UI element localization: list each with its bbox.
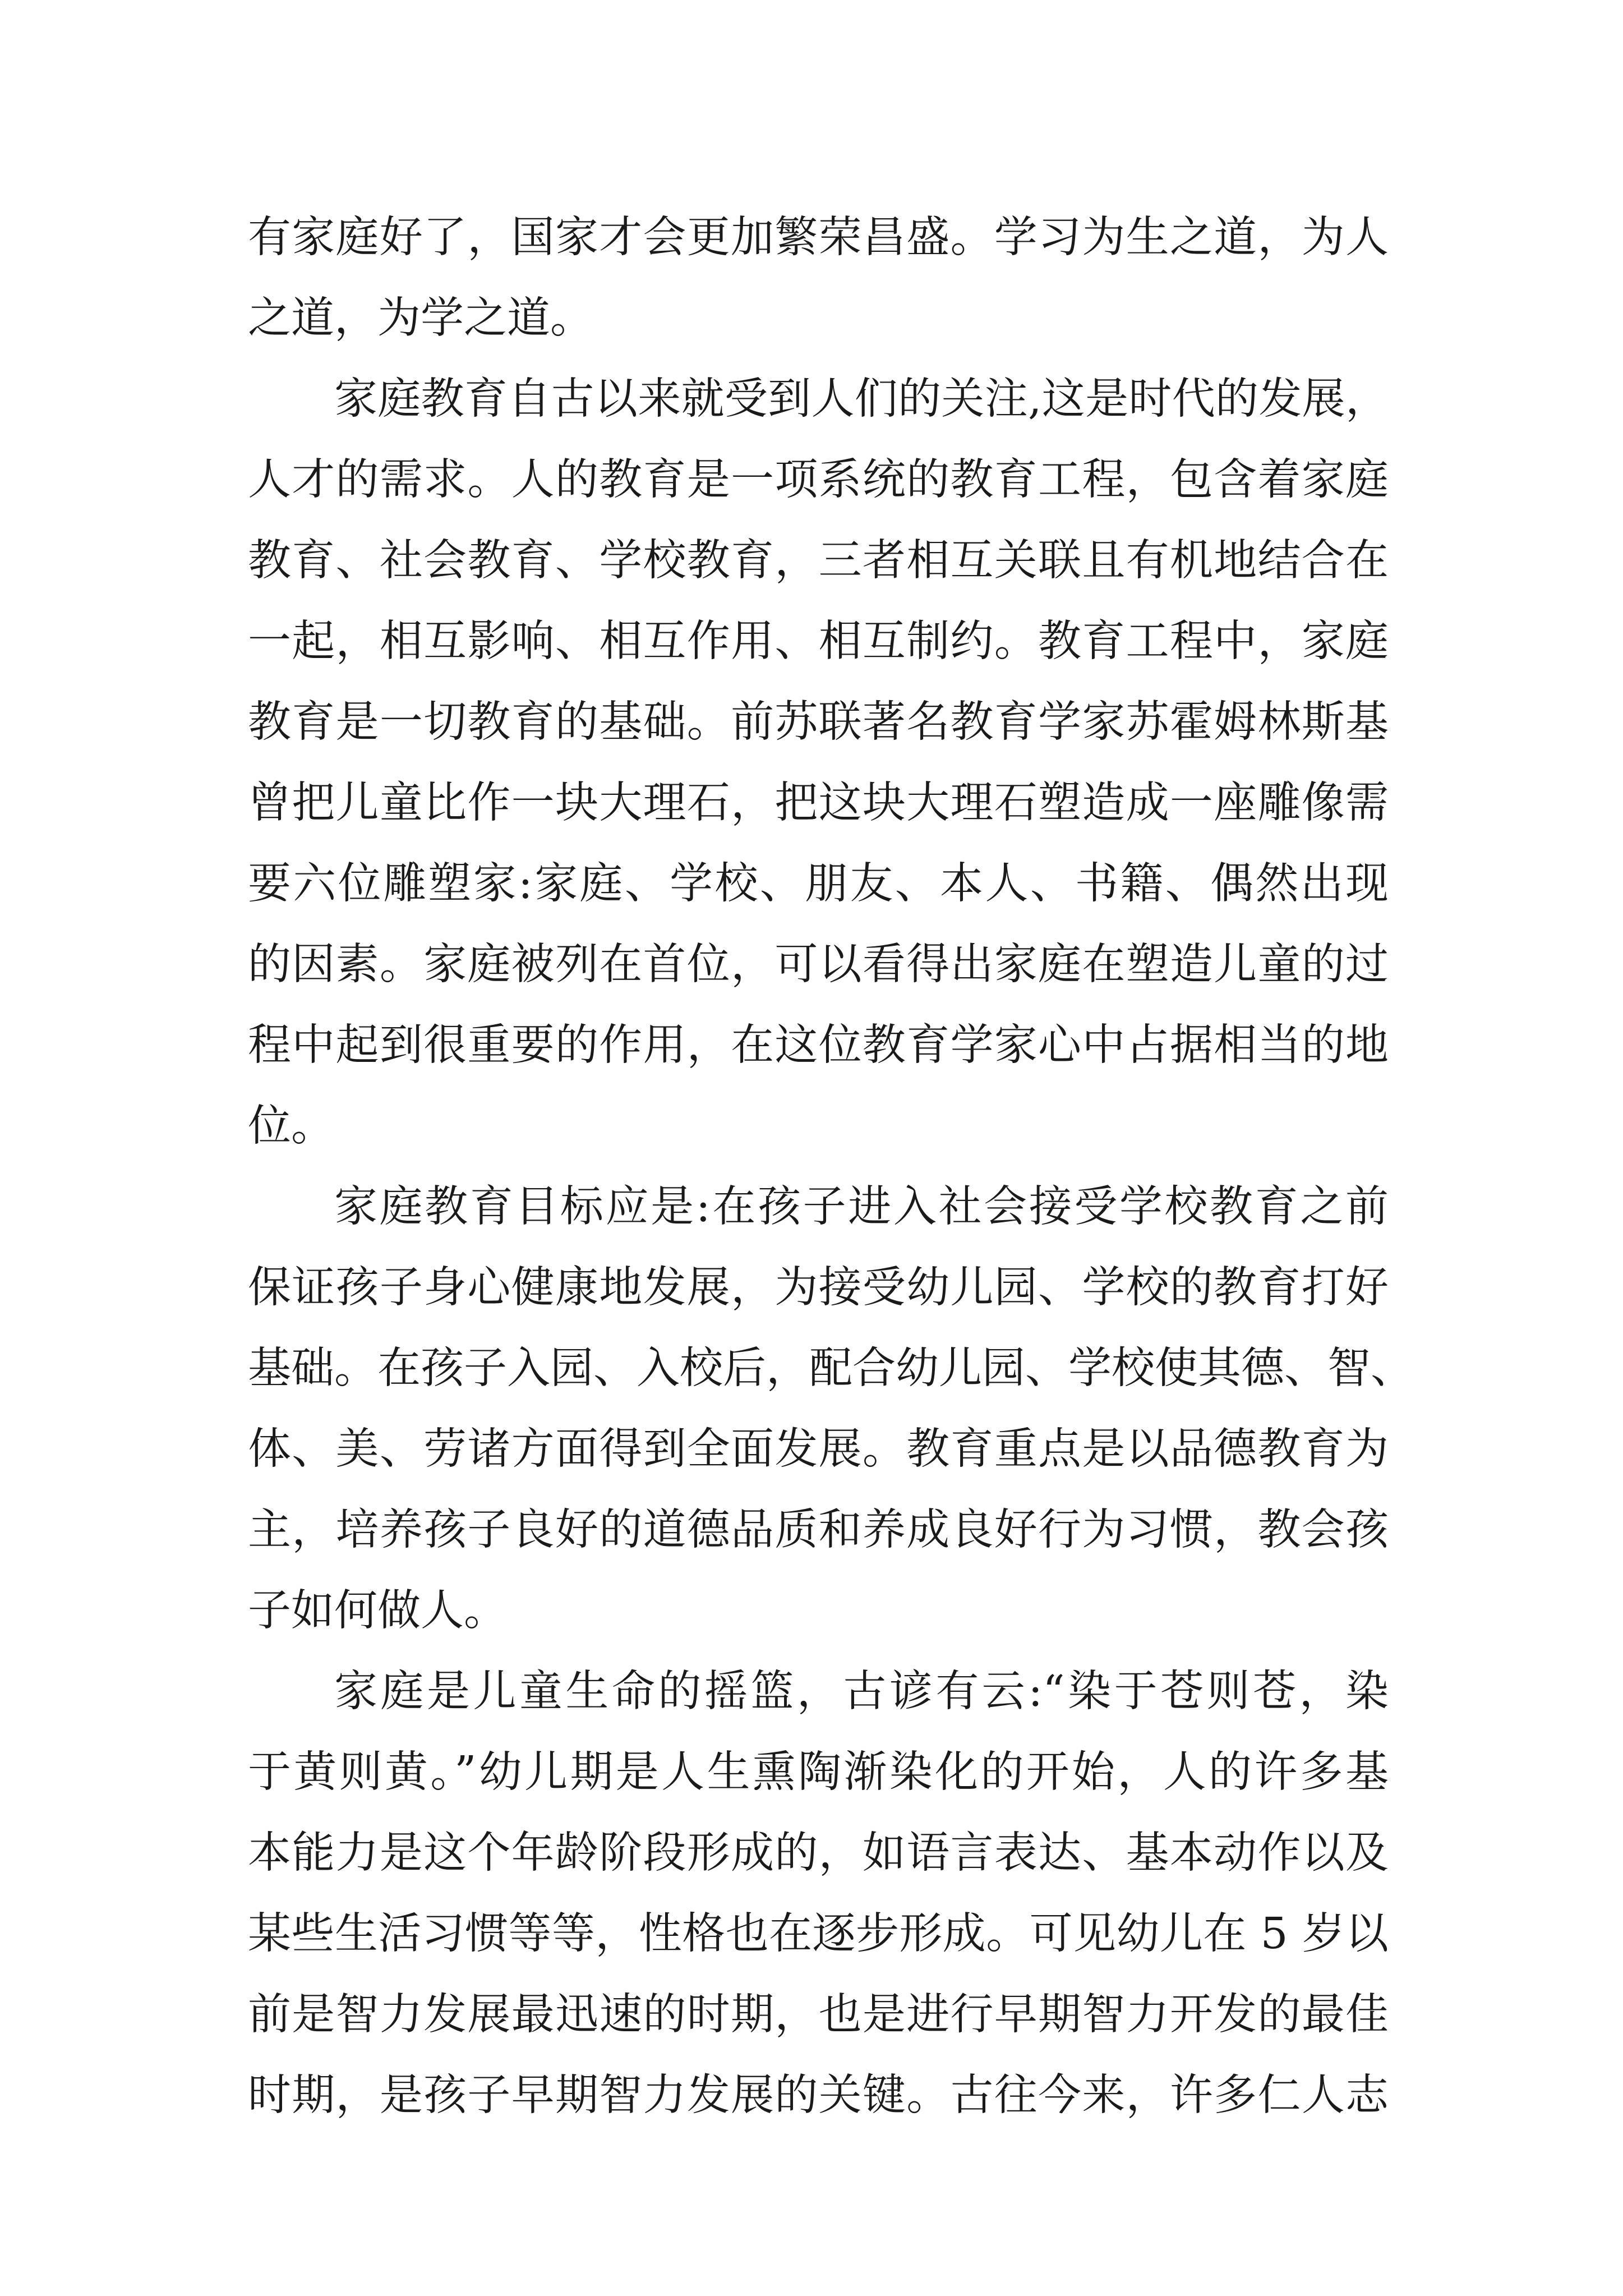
text-line: 之道，为学之道。 (248, 293, 593, 343)
text-line: 曾把儿童比作一块大理石，把这块大理石塑造成一座雕像需 (248, 778, 1389, 828)
document-body (248, 197, 1414, 2136)
text-line: 程中起到很重要的作用，在这位教育学家心中占据相当的地 (248, 1020, 1389, 1070)
text-line: 有家庭好了，国家才会更加繁荣昌盛。学习为生之道，为人 (248, 213, 1389, 263)
text-line: 子如何做人。 (248, 1586, 507, 1636)
text-line: 于黄则黄。”幼儿期是人生熏陶渐染化的开始，人的许多基 (248, 1747, 1389, 1797)
text-line: 教育、社会教育、学校教育，三者相互关联且有机地结合在 (248, 536, 1389, 586)
text-line: 家庭教育自古以来就受到人们的关注,这是时代的发展， (334, 374, 1389, 424)
text-line: 人才的需求。人的教育是一项系统的教育工程，包含着家庭 (248, 455, 1389, 505)
text-line: 本能力是这个年龄阶段形成的，如语言表达、基本动作以及 (248, 1828, 1389, 1878)
text-line: 体、美、劳诸方面得到全面发展。教育重点是以品德教育为 (248, 1424, 1389, 1474)
text-line: 的因素。家庭被列在首位，可以看得出家庭在塑造儿童的过 (248, 940, 1389, 990)
text-line: 前是智力发展最迅速的时期，也是进行早期智力开发的最佳 (248, 1990, 1389, 2040)
text-line: 教育是一切教育的基础。前苏联著名教育学家苏霍姆林斯基 (248, 697, 1389, 747)
text-line: 位。 (248, 1101, 334, 1151)
text-line: 一起，相互影响、相互作用、相互制约。教育工程中，家庭 (248, 616, 1389, 666)
text-line: 家庭教育目标应是:在孩子进入社会接受学校教育之前 (334, 1182, 1389, 1232)
text-line: 时期，是孩子早期智力发展的关键。古往今来，许多仁人志 (248, 2070, 1389, 2120)
text-line: 基础。在孩子入园、入校后，配合幼儿园、学校使其德、智、 (248, 1343, 1414, 1393)
text-line: 主，培养孩子良好的道德品质和养成良好行为习惯，教会孩 (248, 1505, 1389, 1555)
text-line: 保证孩子身心健康地发展，为接受幼儿园、学校的教育打好 (248, 1263, 1389, 1313)
text-line: 家庭是儿童生命的摇篮，古谚有云:“染于苍则苍，染 (334, 1667, 1389, 1717)
text-line: 要六位雕塑家:家庭、学校、朋友、本人、书籍、偶然出现 (248, 859, 1389, 909)
text-line: 某些生活习惯等等，性格也在逐步形成。可见幼儿在 5 岁以 (248, 1909, 1389, 1959)
